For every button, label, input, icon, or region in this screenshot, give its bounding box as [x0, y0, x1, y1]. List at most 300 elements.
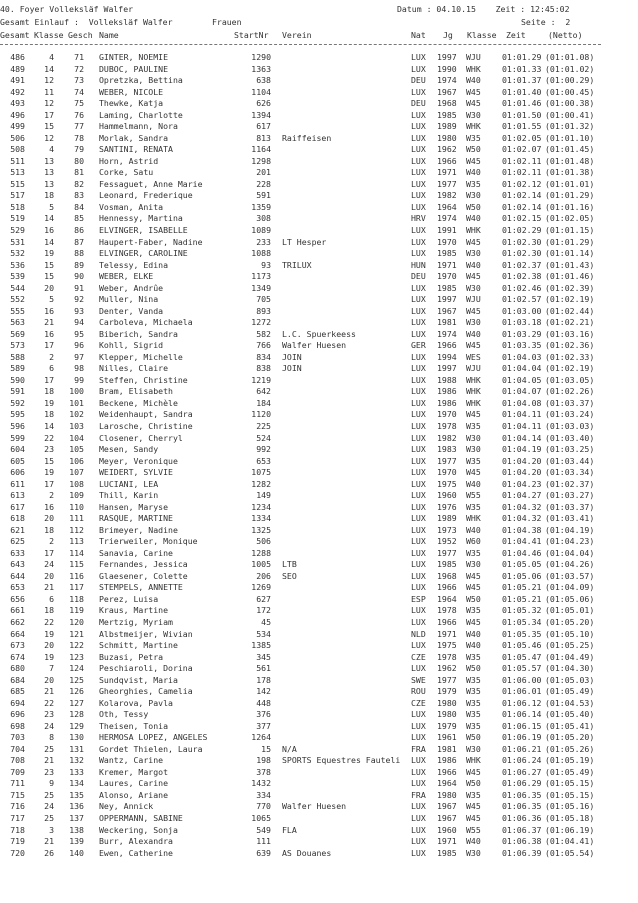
- cell-zeit: 01:04.04: [502, 363, 542, 374]
- cell-zeit: 01:02.15: [502, 213, 542, 224]
- cell-nat: LUX: [411, 374, 426, 385]
- cell-jg: 1967: [437, 813, 457, 823]
- cell-jg: 1997: [437, 363, 457, 374]
- table-row: [0, 686, 630, 697]
- cell-name: DUBOC, PAULINE: [99, 63, 169, 74]
- cell-klasse2: W35: [466, 709, 481, 720]
- col-gesch: Gesch: [68, 30, 93, 40]
- cell-klasse2: WJU: [466, 294, 481, 305]
- col-klasse2: Klasse: [467, 30, 497, 40]
- col-name: Name: [99, 30, 119, 40]
- cell-nat: LUX: [411, 813, 426, 823]
- cell-klasse: 5: [49, 294, 54, 305]
- cell-netto: (01:03.05): [545, 374, 595, 385]
- cell-gesch: 118: [69, 593, 84, 604]
- cell-klasse2: W50: [466, 663, 481, 674]
- cell-name: Kraus, Martine: [99, 605, 169, 616]
- cell-gesamt: 544: [10, 282, 25, 293]
- cell-gesamt: 529: [10, 224, 25, 235]
- cell-klasse: 12: [44, 75, 54, 86]
- table-row: [0, 513, 630, 524]
- table-row: [0, 801, 630, 812]
- cell-zeit: 01:03.18: [502, 317, 542, 328]
- cell-name: Laming, Charlotte: [99, 109, 183, 120]
- cell-jg: 1966: [437, 617, 457, 627]
- cell-startnr: 838: [256, 363, 271, 374]
- cell-nat: LUX: [411, 559, 426, 570]
- cell-jg: 1966: [437, 155, 457, 166]
- cell-netto: (01:02.26): [545, 386, 595, 397]
- cell-netto: (01:05.01): [545, 605, 595, 616]
- cell-gesch: 96: [74, 340, 84, 351]
- cell-zeit: 01:06.21: [502, 743, 542, 754]
- cell-startnr: 813: [256, 132, 271, 143]
- cell-netto: (01:01.38): [545, 167, 595, 178]
- cell-gesamt: 536: [10, 259, 25, 270]
- cell-nat: CZE: [411, 651, 426, 662]
- cell-startnr: 1288: [251, 547, 271, 558]
- cell-klasse: 20: [44, 570, 54, 581]
- cell-startnr: 376: [256, 709, 271, 720]
- cell-gesamt: 489: [10, 63, 25, 74]
- cell-startnr: 233: [256, 236, 271, 247]
- cell-zeit: 01:02.12: [502, 178, 542, 189]
- cell-gesamt: 493: [10, 98, 25, 109]
- cell-klasse2: W40: [466, 478, 481, 489]
- cell-zeit: 01:04.11: [502, 421, 542, 431]
- cell-startnr: 308: [256, 213, 271, 224]
- cell-klasse2: W55: [466, 490, 481, 501]
- cell-name: Mesen, Sandy: [99, 444, 159, 454]
- cell-netto: (01:02.39): [545, 282, 595, 293]
- cell-startnr: 766: [256, 340, 271, 351]
- cell-gesamt: 633: [10, 547, 25, 558]
- table-row: [0, 813, 630, 824]
- cell-name: Perez, Luisa: [99, 593, 159, 604]
- cell-name: Fessaguet, Anne Marie: [99, 178, 203, 189]
- table-row: [0, 479, 630, 490]
- cell-startnr: 506: [256, 536, 271, 547]
- cell-klasse: 17: [44, 374, 54, 385]
- cell-startnr: 1075: [251, 467, 271, 478]
- cell-gesch: 130: [69, 732, 84, 743]
- cell-klasse2: W45: [466, 340, 481, 351]
- cell-jg: 1964: [437, 593, 457, 604]
- table-row: [0, 502, 630, 513]
- cell-nat: DEU: [411, 271, 426, 282]
- cell-name: Biberich, Sandra: [99, 328, 178, 339]
- subtitle: Gesamt Einlauf : Volleksläf Walfer Frauen: [0, 17, 242, 27]
- cell-netto: (01:02.19): [545, 294, 595, 305]
- cell-gesch: 103: [69, 421, 84, 431]
- cell-jg: 1961: [437, 732, 457, 743]
- cell-nat: LUX: [411, 766, 426, 777]
- cell-nat: LUX: [411, 663, 426, 674]
- cell-jg: 1979: [437, 686, 457, 697]
- table-row: [0, 144, 630, 155]
- cell-klasse: 13: [44, 155, 54, 166]
- cell-klasse: 19: [44, 248, 54, 258]
- cell-name: Horn, Astrid: [99, 155, 159, 166]
- cell-gesch: 123: [69, 651, 84, 662]
- cell-klasse2: W50: [466, 144, 481, 155]
- table-row: [0, 444, 630, 455]
- cell-nat: LUX: [411, 732, 426, 743]
- cell-klasse2: W45: [466, 236, 481, 247]
- cell-netto: (01:04.19): [545, 524, 595, 535]
- cell-klasse2: W50: [466, 778, 481, 789]
- cell-gesch: 80: [74, 155, 84, 166]
- cell-gesch: 114: [69, 547, 84, 558]
- table-row: [0, 260, 630, 271]
- cell-name: Larosche, Christine: [99, 421, 193, 431]
- cell-jg: 1970: [437, 409, 457, 420]
- cell-zeit: 01:06.19: [502, 732, 542, 743]
- cell-klasse2: W55: [466, 824, 481, 835]
- cell-gesch: 104: [69, 432, 84, 443]
- cell-klasse: 3: [49, 824, 54, 835]
- cell-nat: LUX: [411, 386, 426, 397]
- cell-netto: (01:01.32): [545, 121, 595, 132]
- cell-klasse: 20: [44, 640, 54, 650]
- cell-name: Fernandes, Jessica: [99, 559, 188, 570]
- cell-gesamt: 717: [10, 813, 25, 823]
- cell-startnr: 1173: [251, 271, 271, 282]
- cell-nat: LUX: [411, 836, 426, 846]
- table-row: [0, 490, 630, 501]
- cell-gesamt: 613: [10, 490, 25, 501]
- cell-netto: (01:02.19): [545, 363, 595, 374]
- table-row: [0, 456, 630, 467]
- cell-klasse2: W60: [466, 536, 481, 547]
- cell-jg: 1966: [437, 340, 457, 351]
- table-row: [0, 329, 630, 340]
- cell-name: Ney, Annick: [99, 801, 154, 812]
- cell-netto: (01:04.30): [545, 663, 595, 674]
- cell-zeit: 01:01.33: [502, 63, 542, 74]
- cell-nat: LUX: [411, 444, 426, 454]
- cell-klasse: 24: [44, 720, 54, 731]
- table-row: [0, 548, 630, 559]
- table-row: [0, 190, 630, 201]
- cell-name: Burr, Alexandra: [99, 836, 173, 846]
- cell-jg: 1997: [437, 52, 457, 62]
- cell-nat: LUX: [411, 513, 426, 524]
- cell-zeit: 01:01.46: [502, 98, 542, 109]
- cell-gesch: 115: [69, 559, 84, 570]
- table-row: [0, 421, 630, 432]
- cell-gesamt: 661: [10, 605, 25, 616]
- cell-klasse: 6: [49, 363, 54, 374]
- cell-klasse2: W50: [466, 732, 481, 743]
- cell-nat: LUX: [411, 409, 426, 420]
- cell-gesamt: 517: [10, 190, 25, 201]
- cell-gesch: 108: [69, 478, 84, 489]
- cell-zeit: 01:03.29: [502, 328, 542, 339]
- cell-name: WEBER, NICOLE: [99, 86, 164, 97]
- cell-klasse: 15: [44, 455, 54, 466]
- cell-gesamt: 573: [10, 340, 25, 351]
- cell-nat: LUX: [411, 63, 426, 74]
- cell-startnr: 198: [256, 755, 271, 766]
- cell-klasse2: W45: [466, 766, 481, 777]
- table-row: [0, 629, 630, 640]
- cell-zeit: 01:03.35: [502, 340, 542, 351]
- cell-name: Theisen, Tonia: [99, 720, 169, 731]
- cell-jg: 1976: [437, 501, 457, 512]
- cell-klasse: 23: [44, 709, 54, 720]
- table-row: [0, 594, 630, 605]
- cell-gesch: 122: [69, 640, 84, 650]
- table-row: [0, 848, 630, 859]
- cell-klasse: 15: [44, 271, 54, 282]
- table-row: [0, 156, 630, 167]
- cell-zeit: 01:06.12: [502, 697, 542, 708]
- cell-netto: (01:01.43): [545, 259, 595, 270]
- cell-jg: 1974: [437, 328, 457, 339]
- cell-gesch: 138: [69, 824, 84, 835]
- cell-klasse2: W35: [466, 720, 481, 731]
- cell-startnr: 111: [256, 836, 271, 846]
- cell-nat: LUX: [411, 490, 426, 501]
- cell-name: Nilles, Claire: [99, 363, 169, 374]
- cell-gesamt: 621: [10, 524, 25, 535]
- cell-netto: (01:05.49): [545, 686, 595, 697]
- cell-name: STEMPELS, ANNETTE: [99, 582, 183, 593]
- cell-klasse: 5: [49, 201, 54, 212]
- cell-klasse2: WHK: [466, 397, 481, 408]
- cell-klasse: 18: [44, 605, 54, 616]
- cell-klasse: 16: [44, 224, 54, 235]
- cell-klasse2: W35: [466, 501, 481, 512]
- cell-gesamt: 539: [10, 271, 25, 282]
- cell-nat: LUX: [411, 455, 426, 466]
- cell-netto: (01:00.38): [545, 98, 595, 109]
- cell-gesamt: 662: [10, 617, 25, 627]
- cell-klasse2: W30: [466, 743, 481, 754]
- table-row: [0, 75, 630, 86]
- cell-gesamt: 694: [10, 697, 25, 708]
- cell-netto: (01:05.19): [545, 755, 595, 766]
- cell-klasse: 19: [44, 397, 54, 408]
- cell-startnr: 1164: [251, 144, 271, 155]
- table-row: [0, 98, 630, 109]
- cell-jg: 1983: [437, 444, 457, 454]
- cell-jg: 1978: [437, 605, 457, 616]
- cell-netto: (01:03.40): [545, 432, 595, 443]
- cell-gesch: 132: [69, 755, 84, 766]
- cell-klasse2: W30: [466, 847, 481, 858]
- cell-netto: (01:05.10): [545, 628, 595, 639]
- cell-klasse2: W30: [466, 248, 481, 258]
- cell-name: Gheorghies, Camelia: [99, 686, 193, 697]
- cell-klasse2: W40: [466, 328, 481, 339]
- cell-klasse2: W30: [466, 444, 481, 454]
- col-nat: Nat: [411, 30, 426, 40]
- cell-klasse: 2: [49, 351, 54, 362]
- cell-name: Glaesener, Colette: [99, 570, 188, 581]
- cell-netto: (01:04.23): [545, 536, 595, 547]
- cell-zeit: 01:06.29: [502, 778, 542, 789]
- table-row: [0, 317, 630, 328]
- table-row: [0, 721, 630, 732]
- cell-gesamt: 591: [10, 386, 25, 397]
- cell-zeit: 01:02.46: [502, 282, 542, 293]
- cell-gesch: 74: [74, 86, 84, 97]
- cell-name: Weidenhaupt, Sandra: [99, 409, 193, 420]
- cell-gesch: 113: [69, 536, 84, 547]
- cell-nat: LUX: [411, 167, 426, 178]
- cell-netto: (01:03.03): [545, 421, 595, 431]
- cell-klasse: 20: [44, 513, 54, 524]
- cell-startnr: 1432: [251, 778, 271, 789]
- cell-gesch: 82: [74, 178, 84, 189]
- cell-klasse2: WHK: [466, 374, 481, 385]
- cell-klasse2: W45: [466, 305, 481, 316]
- cell-gesamt: 563: [10, 317, 25, 328]
- cell-gesch: 72: [74, 63, 84, 74]
- cell-nat: HRV: [411, 213, 426, 224]
- cell-zeit: 01:01.40: [502, 86, 542, 97]
- cell-klasse2: W45: [466, 801, 481, 812]
- cell-startnr: 549: [256, 824, 271, 835]
- cell-zeit: 01:06.37: [502, 824, 542, 835]
- cell-gesch: 135: [69, 789, 84, 800]
- cell-verein: Walfer Huesen: [282, 340, 347, 351]
- cell-klasse: 21: [44, 755, 54, 766]
- table-row: [0, 398, 630, 409]
- table-row: [0, 663, 630, 674]
- cell-zeit: 01:04.27: [502, 490, 542, 501]
- cell-gesamt: 643: [10, 559, 25, 570]
- cell-klasse: 19: [44, 628, 54, 639]
- cell-nat: LUX: [411, 709, 426, 720]
- cell-jg: 1960: [437, 490, 457, 501]
- cell-klasse2: WHK: [466, 224, 481, 235]
- cell-jg: 1981: [437, 317, 457, 328]
- cell-verein: Walfer Huesen: [282, 801, 347, 812]
- cell-klasse: 16: [44, 501, 54, 512]
- cell-gesamt: 492: [10, 86, 25, 97]
- cell-verein: TRILUX: [282, 259, 312, 270]
- cell-klasse: 20: [44, 282, 54, 293]
- cell-gesch: 140: [69, 847, 84, 858]
- cell-klasse2: W30: [466, 282, 481, 293]
- cell-verein: AS Douanes: [282, 847, 332, 858]
- cell-gesch: 83: [74, 190, 84, 201]
- cell-name: ELVINGER, CAROLINE: [99, 248, 188, 258]
- cell-zeit: 01:02.37: [502, 259, 542, 270]
- cell-name: Beckene, Michèle: [99, 397, 178, 408]
- cell-jg: 1985: [437, 559, 457, 570]
- cell-gesch: 121: [69, 628, 84, 639]
- cell-zeit: 01:04.08: [502, 397, 542, 408]
- cell-klasse2: W35: [466, 132, 481, 143]
- table-row: [0, 525, 630, 536]
- cell-jg: 1977: [437, 674, 457, 685]
- cell-klasse: 14: [44, 421, 54, 431]
- cell-zeit: 01:04.23: [502, 478, 542, 489]
- cell-jg: 1973: [437, 524, 457, 535]
- cell-startnr: 1264: [251, 732, 271, 743]
- cell-netto: (01:00.41): [545, 109, 595, 120]
- cell-zeit: 01:01.50: [502, 109, 542, 120]
- cell-klasse2: W50: [466, 593, 481, 604]
- cell-nat: LUX: [411, 201, 426, 212]
- cell-jg: 1975: [437, 478, 457, 489]
- cell-gesamt: 499: [10, 121, 25, 132]
- cell-netto: (01:03.37): [545, 397, 595, 408]
- cell-gesamt: 673: [10, 640, 25, 650]
- cell-gesch: 92: [74, 294, 84, 305]
- cell-gesamt: 588: [10, 351, 25, 362]
- cell-nat: LUX: [411, 478, 426, 489]
- cell-netto: (01:01.45): [545, 144, 595, 155]
- cell-netto: (01:03.41): [545, 513, 595, 524]
- cell-name: Hennessy, Martina: [99, 213, 183, 224]
- cell-nat: LUX: [411, 824, 426, 835]
- cell-netto: (01:04.09): [545, 582, 595, 593]
- cell-jg: 1986: [437, 386, 457, 397]
- cell-name: Weckering, Sonja: [99, 824, 178, 835]
- cell-klasse2: W45: [466, 271, 481, 282]
- cell-name: HERMOSA LOPEZ, ANGELES: [99, 732, 208, 743]
- cell-netto: (01:05.06): [545, 593, 595, 604]
- cell-name: Kohll, Sigrid: [99, 340, 164, 351]
- cell-nat: LUX: [411, 294, 426, 305]
- cell-gesch: 139: [69, 836, 84, 846]
- cell-klasse2: W45: [466, 86, 481, 97]
- cell-gesamt: 618: [10, 513, 25, 524]
- cell-nat: LUX: [411, 467, 426, 478]
- cell-nat: SWE: [411, 674, 426, 685]
- table-row: [0, 283, 630, 294]
- cell-name: Trierweiler, Monique: [99, 536, 198, 547]
- cell-name: Opretzka, Bettina: [99, 75, 183, 86]
- cell-netto: (01:04.41): [545, 836, 595, 846]
- cell-jg: 1985: [437, 847, 457, 858]
- cell-gesamt: 644: [10, 570, 25, 581]
- cell-startnr: 638: [256, 75, 271, 86]
- cell-zeit: 01:06.35: [502, 789, 542, 800]
- cell-klasse: 13: [44, 178, 54, 189]
- cell-klasse2: W35: [466, 178, 481, 189]
- cell-klasse: 14: [44, 63, 54, 74]
- cell-gesch: 94: [74, 317, 84, 328]
- cell-jg: 1977: [437, 547, 457, 558]
- cell-jg: 1964: [437, 201, 457, 212]
- cell-name: Haupert-Faber, Nadine: [99, 236, 203, 247]
- cell-nat: DEU: [411, 98, 426, 109]
- cell-startnr: 1234: [251, 501, 271, 512]
- cell-name: Alonso, Ariane: [99, 789, 169, 800]
- cell-jg: 1980: [437, 709, 457, 720]
- table-row: [0, 675, 630, 686]
- cell-netto: (01:05.18): [545, 813, 595, 823]
- cell-gesamt: 511: [10, 155, 25, 166]
- cell-klasse: 19: [44, 651, 54, 662]
- cell-klasse: 22: [44, 697, 54, 708]
- cell-gesamt: 684: [10, 674, 25, 685]
- table-row: [0, 605, 630, 616]
- cell-startnr: 534: [256, 628, 271, 639]
- col-klasse: Klasse: [34, 30, 64, 40]
- cell-netto: (01:01.29): [545, 236, 595, 247]
- cell-klasse2: WHK: [466, 121, 481, 132]
- cell-jg: 1970: [437, 236, 457, 247]
- table-row: [0, 213, 630, 224]
- cell-gesch: 109: [69, 490, 84, 501]
